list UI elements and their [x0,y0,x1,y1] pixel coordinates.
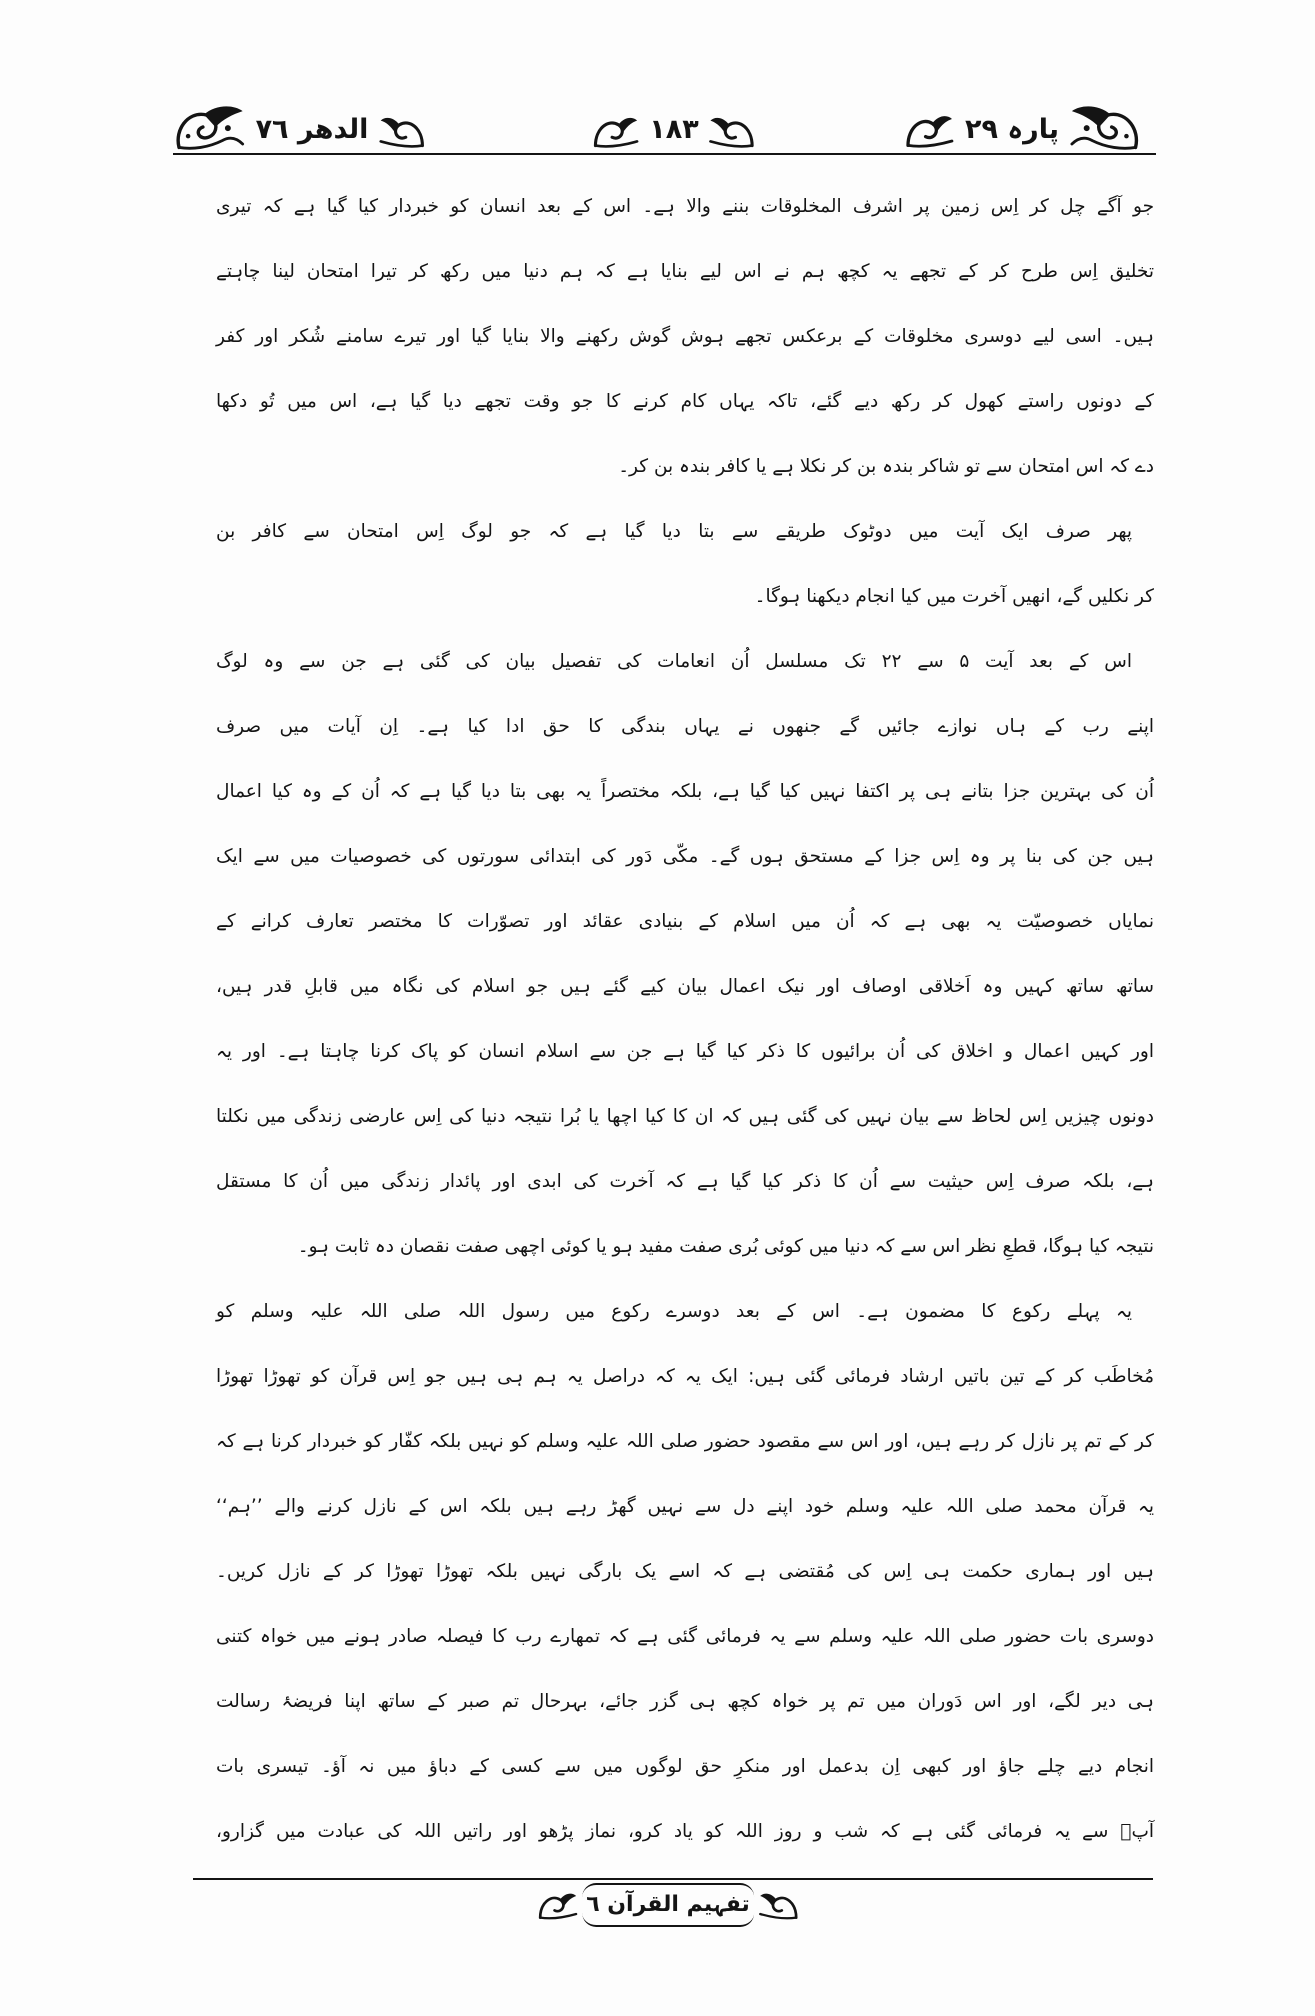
para-number: پارہ ٢٩ [964,114,1060,145]
text-line: پھر صرف ایک آیت میں دوٹوک طریقے سے بتا دیا گیا ہے کہ جو لوگ اِس امتحان سے کافر بن [216,521,1132,542]
text-line: کر کے تم پر نازل کر رہے ہیں، اور اس سے مقصود حضور صلی اللہ علیہ وسلم کو نہیں بلکہ کفّار کو خبردار کرنا ہے کہ [216,1431,1154,1452]
text-line: کر نکلیں گے، انھیں آخرت میں کیا انجام دیکھنا ہوگا۔ [754,586,1154,607]
flourish-icon [1067,102,1145,152]
paragraph [216,174,1154,499]
text-line: یہ قرآن محمد صلی اللہ علیہ وسلم خود اپنے دل سے نہیں گھڑ رہے ہیں بلکہ اس کے نازل کرنے والے ’’ہم‘‘ [216,1496,1154,1517]
flourish-icon [756,1887,800,1923]
text-line: دونوں چیزیں اِس لحاظ سے بیان نہیں کی گئی ہیں کہ ان کا کیا اچھا یا بُرا نتیجہ دنیا کی اِس عارضی زندگی میں نکلتا [216,1106,1154,1127]
text-line: اپنے رب کے ہاں نوازے جائیں گے جنھوں نے یہاں بندگی کا حق ادا کیا ہے۔ اِن آیات میں صرف [216,716,1154,737]
text-line: ہے، بلکہ صرف اِس حیثیت سے اُن کا ذکر کیا گیا ہے کہ آخرت کی ابدی اور پائدار زندگی میں اُن کا مستقل [216,1171,1154,1192]
text-line: دوسری بات حضور صلی اللہ علیہ وسلم سے یہ فرمائی گئی ہے کہ تمھارے رب کا فیصلہ صادر ہونے میں خواہ کتنی [216,1626,1154,1647]
paragraph [216,1279,1154,1864]
flourish-icon [903,108,957,152]
header-para-group [903,100,1145,152]
flourish-icon [707,110,757,152]
surah-name: الدھر ٧٦ [255,114,369,145]
header-surah-group [170,100,427,152]
book-title: تفہیم القرآن ٦ [582,1883,754,1927]
text-line: انجام دیے چلے جاؤ اور کبھی اِن بدعمل اور منکرِ حق لوگوں میں سے کسی کے دباؤ میں نہ آؤ۔ تیسری بات [216,1756,1154,1777]
flourish-icon [591,110,641,152]
header-rule [173,153,1156,155]
text-line: اور کہیں اعمال و اخلاق کی اُن برائیوں کا ذکر کیا گیا ہے جن سے اسلام انسان کو پاک کرنا چاہتا ہے۔ اور یہ [216,1041,1154,1062]
text-line: کے دونوں راستے کھول کر رکھ دیے گئے، تاکہ یہاں کام کرنے کا جو وقت تجھے دیا گیا ہے، اس میں تُو دکھا [216,391,1154,412]
running-footer [536,1884,800,1926]
text-line: نمایاں خصوصیّت یہ بھی ہے کہ اُن میں اسلام کے بنیادی عقائد اور تصوّرات کا مختصر تعارف کرانے کے [216,911,1154,932]
text-line: آپؐ سے یہ فرمائی گئی ہے کہ شب و روز اللہ کو یاد کرو، نماز پڑھو اور راتیں اللہ کی عبادت میں گزارو، [216,1821,1154,1842]
flourish-icon [536,1887,580,1923]
text-line: جو آگے چل کر اِس زمین پر اشرف المخلوقات بننے والا ہے۔ اس کے بعد انسان کو خبردار کیا گیا ہے کہ تیری [216,196,1154,217]
text-line: دے کہ اس امتحان سے تو شاکر بندہ بن کر نکلا ہے یا کافر بندہ بن کر۔ [618,456,1154,477]
page-number: ١٨٣ [649,114,699,145]
text-line: ساتھ ساتھ کہیں وہ اَخلاقی اوصاف اور نیک اعمال بیان کیے گئے ہیں جو اسلام کی نگاہ میں قابلِ قدر ہیں، [216,976,1154,997]
paragraph [216,499,1154,629]
text-line: تخلیق اِس طرح کر کے تجھے یہ کچھ ہم نے اس لیے بنایا ہے کہ ہم دنیا میں رکھ کر تیرا امتحان لینا چاہتے [216,261,1154,282]
text-line: نتیجہ کیا ہوگا، قطعِ نظر اس سے کہ دنیا میں کوئی بُری صفت مفید ہو یا کوئی اچھی صفت نقصان دہ ثابت ہو۔ [297,1236,1154,1257]
text-line: ہیں جن کی بنا پر وہ اِس جزا کے مستحق ہوں گے۔ مکّی دَور کی ابتدائی سورتوں کی خصوصیات میں سے ایک [216,846,1154,867]
text-line: ہیں اور ہماری حکمت ہی اِس کی مُقتضی ہے کہ اسے یک بارگی نہیں بلکہ تھوڑا تھوڑا کر کے نازل کریں۔ [216,1561,1154,1582]
footer-rule [193,1878,1153,1880]
text-line: ہیں۔ اسی لیے دوسری مخلوقات کے برعکس تجھے ہوش گوش رکھنے والا بنایا گیا اور تیرے سامنے شُکر اور کفر [216,326,1154,347]
flourish-icon [376,110,426,152]
text-line: اس کے بعد آیت ۵ سے ۲۲ تک مسلسل اُن انعامات کی تفصیل بیان کی گئی ہے جن سے وہ لوگ [216,651,1132,672]
text-line: مُخاطَب کر کے تین باتیں ارشاد فرمائی گئی ہیں: ایک یہ کہ دراصل یہ ہم ہی ہیں جو اِس قرآن کو تھوڑا تھوڑا [216,1366,1154,1387]
header-page-group [591,100,756,152]
text-line: یہ پہلے رکوع کا مضمون ہے۔ اس کے بعد دوسرے رکوع میں رسول اللہ صلی اللہ علیہ وسلم کو [216,1301,1132,1322]
body-text [216,174,1154,1864]
text-line: اُن کی بہترین جزا بتانے ہی پر اکتفا نہیں کیا گیا ہے، بلکہ مختصراً یہ بھی بتا دیا گیا ہے کہ اُن کے وہ کیا اعمال [216,781,1154,802]
flourish-icon [170,102,248,152]
paragraph [216,629,1154,1279]
text-line: ہی دیر لگے، اور اس دَوران میں تم پر خواہ کچھ ہی گزر جائے، بہرحال تم صبر کے ساتھ اپنا فریضۂ رسالت [216,1691,1154,1712]
